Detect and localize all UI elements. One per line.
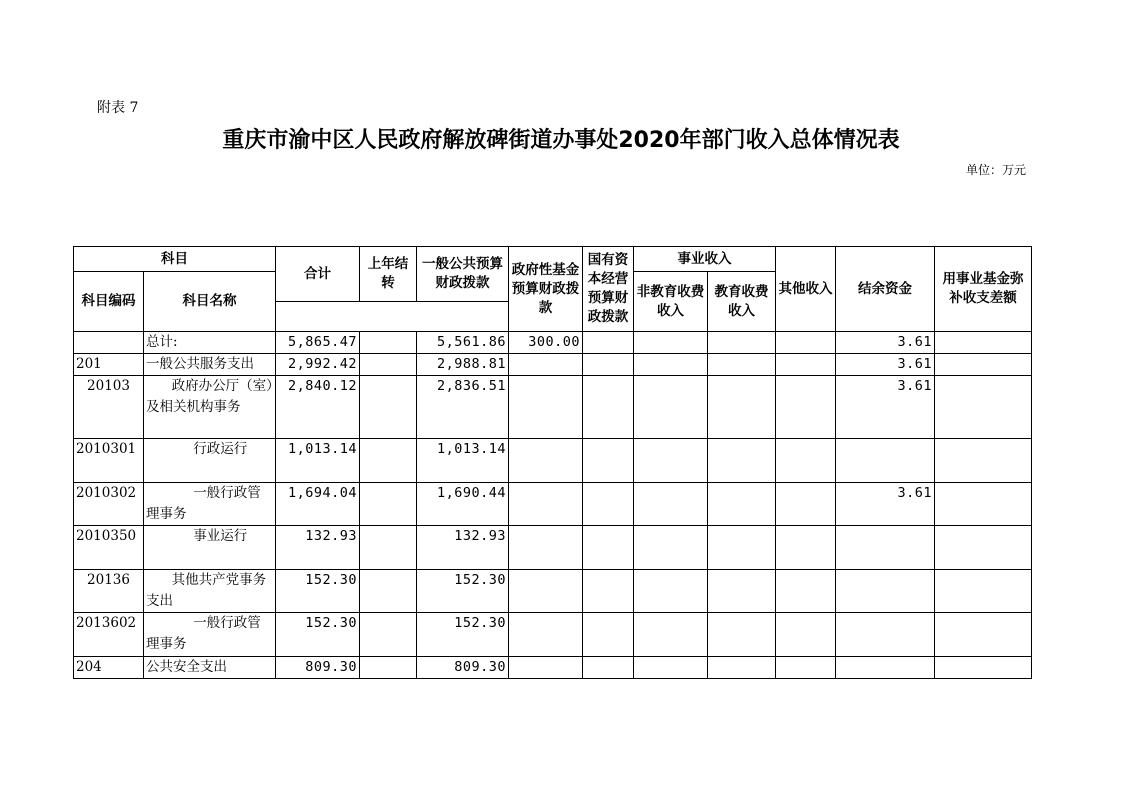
row-general: 5,561.86	[417, 332, 509, 354]
row-general: 1,013.14	[417, 439, 509, 483]
row-name: 一般行政管理事务	[144, 613, 276, 657]
header-surplus: 结余资金	[836, 247, 935, 332]
row-fund: 300.00	[509, 332, 583, 354]
row-other	[776, 657, 836, 679]
row-code: 20103	[74, 376, 144, 439]
row-general: 152.30	[417, 613, 509, 657]
table-row	[74, 526, 1032, 570]
row-other	[776, 570, 836, 613]
row-carryover	[360, 613, 417, 657]
row-other	[776, 613, 836, 657]
row-state	[583, 613, 634, 657]
header-code: 科目编码	[74, 272, 144, 332]
row-noneducation	[634, 376, 708, 439]
row-noneducation	[634, 657, 708, 679]
table-row	[74, 483, 1032, 526]
row-total: 5,865.47	[276, 332, 360, 354]
row-noneducation	[634, 332, 708, 354]
row-fundgap	[935, 483, 1032, 526]
row-total: 1,694.04	[276, 483, 360, 526]
row-name: 总计:	[144, 332, 276, 354]
row-carryover	[360, 354, 417, 376]
row-total: 1,013.14	[276, 439, 360, 483]
row-general: 1,690.44	[417, 483, 509, 526]
row-fund	[509, 526, 583, 570]
row-other	[776, 439, 836, 483]
row-surplus: 3.61	[836, 483, 935, 526]
row-state	[583, 354, 634, 376]
row-surplus	[836, 570, 935, 613]
row-education	[708, 526, 776, 570]
row-code	[74, 332, 144, 354]
row-noneducation	[634, 613, 708, 657]
row-fundgap	[935, 570, 1032, 613]
row-other	[776, 526, 836, 570]
row-state	[583, 657, 634, 679]
row-other	[776, 376, 836, 439]
row-general: 2,836.51	[417, 376, 509, 439]
row-code: 2010302	[74, 483, 144, 526]
row-other	[776, 332, 836, 354]
row-name: 一般公共服务支出	[144, 354, 276, 376]
row-education	[708, 376, 776, 439]
row-other	[776, 354, 836, 376]
row-fundgap	[935, 613, 1032, 657]
row-general: 132.93	[417, 526, 509, 570]
row-surplus: 3.61	[836, 376, 935, 439]
row-fund	[509, 439, 583, 483]
row-surplus	[836, 439, 935, 483]
table-row	[74, 613, 1032, 657]
row-fundgap	[935, 657, 1032, 679]
row-education	[708, 439, 776, 483]
row-code: 2010350	[74, 526, 144, 570]
row-noneducation	[634, 526, 708, 570]
row-fundgap	[935, 439, 1032, 483]
row-noneducation	[634, 439, 708, 483]
row-code: 2010301	[74, 439, 144, 483]
row-general: 809.30	[417, 657, 509, 679]
header-fundgap: 用事业基金弥补收支差额	[935, 247, 1032, 332]
row-state	[583, 332, 634, 354]
row-education	[708, 483, 776, 526]
row-surplus: 3.61	[836, 332, 935, 354]
row-state	[583, 570, 634, 613]
table-row	[74, 657, 1032, 679]
table-row	[74, 570, 1032, 613]
row-carryover	[360, 526, 417, 570]
row-carryover	[360, 657, 417, 679]
unit-label: 单位：万元	[965, 163, 1026, 177]
row-carryover	[360, 570, 417, 613]
table-row	[74, 376, 1032, 439]
row-surplus	[836, 613, 935, 657]
row-education	[708, 354, 776, 376]
header-name: 科目名称	[144, 272, 276, 332]
header-business: 事业收入	[634, 247, 776, 272]
header-noneducation: 非教育收费收入	[634, 272, 708, 332]
row-education	[708, 657, 776, 679]
row-noneducation	[634, 570, 708, 613]
header-total: 合计	[276, 247, 360, 302]
row-code: 201	[74, 354, 144, 376]
row-carryover	[360, 332, 417, 354]
row-surplus	[836, 526, 935, 570]
income-table	[73, 246, 1032, 679]
row-code: 204	[74, 657, 144, 679]
header-subject: 科目	[74, 247, 276, 272]
row-noneducation	[634, 483, 708, 526]
row-fund	[509, 354, 583, 376]
row-education	[708, 613, 776, 657]
row-name: 政府办公厅（室）及相关机构事务	[144, 376, 276, 439]
table-row	[74, 354, 1032, 376]
row-fund	[509, 570, 583, 613]
row-surplus	[836, 657, 935, 679]
row-fundgap	[935, 354, 1032, 376]
row-other	[776, 483, 836, 526]
row-general: 152.30	[417, 570, 509, 613]
row-noneducation	[634, 354, 708, 376]
row-fundgap	[935, 526, 1032, 570]
row-carryover	[360, 439, 417, 483]
row-state	[583, 483, 634, 526]
row-total: 2,840.12	[276, 376, 360, 439]
row-fund	[509, 613, 583, 657]
header-state: 国有资本经营预算财政拨款	[583, 247, 634, 332]
row-state	[583, 439, 634, 483]
annex-label: 附表 7	[97, 100, 139, 116]
row-carryover	[360, 376, 417, 439]
row-total: 132.93	[276, 526, 360, 570]
header-other: 其他收入	[776, 247, 836, 332]
row-total: 2,992.42	[276, 354, 360, 376]
row-name: 公共安全支出	[144, 657, 276, 679]
row-fund	[509, 376, 583, 439]
row-total: 152.30	[276, 570, 360, 613]
row-education	[708, 332, 776, 354]
row-name: 行政运行	[144, 439, 276, 483]
row-surplus: 3.61	[836, 354, 935, 376]
table-row	[74, 332, 1032, 354]
row-code: 2013602	[74, 613, 144, 657]
row-carryover	[360, 483, 417, 526]
row-general: 2,988.81	[417, 354, 509, 376]
row-fund	[509, 483, 583, 526]
header-education: 教育收费收入	[708, 272, 776, 332]
row-code: 20136	[74, 570, 144, 613]
row-fund	[509, 657, 583, 679]
row-state	[583, 526, 634, 570]
row-name: 一般行政管理事务	[144, 483, 276, 526]
row-name: 其他共产党事务支出	[144, 570, 276, 613]
row-fundgap	[935, 376, 1032, 439]
row-total: 152.30	[276, 613, 360, 657]
row-total: 809.30	[276, 657, 360, 679]
row-name: 事业运行	[144, 526, 276, 570]
table-row	[74, 439, 1032, 483]
row-education	[708, 570, 776, 613]
row-fundgap	[935, 332, 1032, 354]
row-state	[583, 376, 634, 439]
header-fund: 政府性基金预算财政拨款	[509, 247, 583, 332]
header-carryover: 上年结转	[360, 247, 417, 302]
page-title: 重庆市渝中区人民政府解放碑街道办事处2020年部门收入总体情况表	[222, 128, 900, 153]
header-general: 一般公共预算财政拨款	[417, 247, 509, 302]
